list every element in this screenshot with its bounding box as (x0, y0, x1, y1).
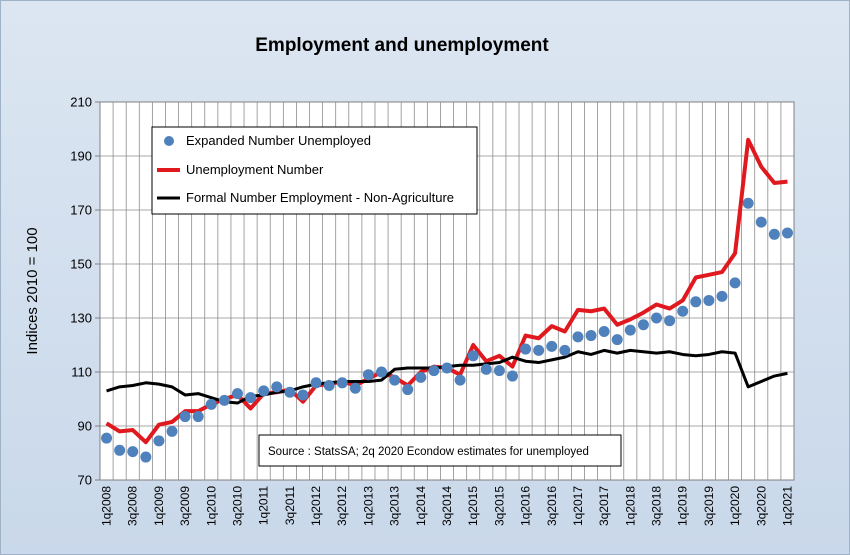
y-tick-label: 210 (70, 94, 92, 110)
expanded-unemployed-point (625, 325, 636, 336)
expanded-unemployed-point (638, 319, 649, 330)
x-tick-label: 3q2020 (754, 486, 769, 527)
expanded-unemployed-point (153, 435, 164, 446)
expanded-unemployed-point (507, 371, 518, 382)
expanded-unemployed-point (389, 375, 400, 386)
expanded-unemployed-point (167, 426, 178, 437)
x-tick-label: 3q2012 (335, 486, 350, 527)
legend-label-formal-employment: Formal Number Employment - Non-Agriculture (186, 190, 455, 205)
x-tick-label: 1q2010 (204, 486, 219, 527)
expanded-unemployed-point (219, 395, 230, 406)
expanded-unemployed-point (481, 364, 492, 375)
x-tick-label: 3q2019 (701, 486, 716, 527)
expanded-unemployed-point (101, 433, 112, 444)
expanded-unemployed-point (716, 291, 727, 302)
y-tick-label: 110 (71, 364, 92, 380)
expanded-unemployed-point (232, 388, 243, 399)
expanded-unemployed-point (494, 365, 505, 376)
expanded-unemployed-point (572, 331, 583, 342)
expanded-unemployed-point (428, 365, 439, 376)
expanded-unemployed-point (664, 315, 675, 326)
expanded-unemployed-point (756, 217, 767, 228)
x-tick-label: 1q2021 (780, 486, 795, 527)
expanded-unemployed-point (782, 227, 793, 238)
y-axis-label: Indices 2010 = 100 (24, 227, 41, 355)
y-tick-label: 90 (77, 418, 92, 434)
x-tick-label: 3q2018 (649, 486, 664, 527)
expanded-unemployed-point (690, 296, 701, 307)
expanded-unemployed-point (206, 399, 217, 410)
x-tick-label: 3q2010 (230, 486, 245, 527)
x-tick-label: 1q2009 (151, 486, 166, 527)
x-tick-label: 1q2013 (361, 486, 376, 527)
x-tick-label: 1q2016 (518, 486, 533, 527)
expanded-unemployed-point (559, 345, 570, 356)
legend-label-expanded: Expanded Number Unemployed (186, 133, 371, 148)
y-tick-label: 70 (77, 472, 92, 488)
expanded-unemployed-point (245, 392, 256, 403)
expanded-unemployed-point (743, 198, 754, 209)
expanded-unemployed-point (114, 445, 125, 456)
expanded-unemployed-point (402, 384, 413, 395)
expanded-unemployed-point (376, 367, 387, 378)
x-axis-ticks (100, 486, 795, 526)
x-tick-label: 3q2014 (440, 486, 454, 527)
x-tick-label: 3q2015 (492, 486, 507, 527)
expanded-unemployed-point (442, 362, 453, 373)
expanded-unemployed-point (468, 350, 479, 361)
x-tick-label: 3q2016 (544, 486, 559, 527)
expanded-unemployed-point (546, 341, 557, 352)
expanded-unemployed-point (350, 383, 361, 394)
x-tick-label: 3q2017 (597, 486, 612, 527)
expanded-unemployed-point (271, 381, 282, 392)
x-tick-label: 1q2018 (623, 486, 638, 527)
expanded-unemployed-point (311, 377, 322, 388)
x-tick-label: 3q2013 (387, 486, 402, 527)
x-tick-label: 3q2009 (178, 486, 193, 527)
expanded-unemployed-point (586, 330, 597, 341)
y-tick-label: 170 (70, 202, 92, 218)
expanded-unemployed-point (284, 387, 295, 398)
expanded-unemployed-point (258, 385, 269, 396)
legend (152, 127, 477, 214)
x-tick-label: 1q2008 (99, 486, 114, 527)
x-tick-label: 3q2008 (125, 486, 140, 527)
y-tick-label: 130 (70, 310, 92, 326)
expanded-unemployed-point (180, 411, 191, 422)
source-text: Source : StatsSA; 2q 2020 Econdow estimates for unemployed (268, 446, 589, 458)
expanded-unemployed-point (363, 369, 374, 380)
y-tick-label: 150 (70, 256, 92, 272)
y-tick-label: 190 (70, 148, 92, 164)
source-annotation (259, 435, 621, 466)
expanded-unemployed-point (193, 411, 204, 422)
x-tick-label: 1q2020 (728, 486, 743, 527)
expanded-unemployed-point (127, 446, 138, 457)
expanded-unemployed-point (769, 229, 780, 240)
x-tick-label: 1q2014 (413, 486, 428, 527)
expanded-unemployed-point (599, 326, 610, 337)
expanded-unemployed-point (324, 380, 335, 391)
legend-marker-expanded (164, 136, 174, 146)
x-tick-label: 1q2012 (309, 486, 324, 527)
x-tick-label: 1q2017 (570, 486, 585, 527)
y-axis-ticks (70, 95, 100, 488)
expanded-unemployed-point (612, 334, 623, 345)
legend-label-unemployment: Unemployment Number (186, 162, 324, 177)
expanded-unemployed-point (140, 452, 151, 463)
expanded-unemployed-point (730, 277, 741, 288)
expanded-unemployed-point (651, 313, 662, 324)
expanded-unemployed-point (677, 306, 688, 317)
expanded-unemployed-point (415, 372, 426, 383)
x-tick-label: 1q2019 (675, 486, 690, 527)
expanded-unemployed-point (703, 295, 714, 306)
expanded-unemployed-point (520, 344, 531, 355)
expanded-unemployed-point (337, 377, 348, 388)
expanded-unemployed-point (533, 345, 544, 356)
x-tick-label: 3q2011 (282, 486, 297, 526)
x-tick-label: 1q2011 (256, 486, 271, 526)
chart-title: Employment and unemployment (255, 35, 549, 56)
expanded-unemployed-point (297, 389, 308, 400)
x-tick-label: 1q2015 (466, 486, 481, 527)
expanded-unemployed-point (455, 375, 466, 386)
